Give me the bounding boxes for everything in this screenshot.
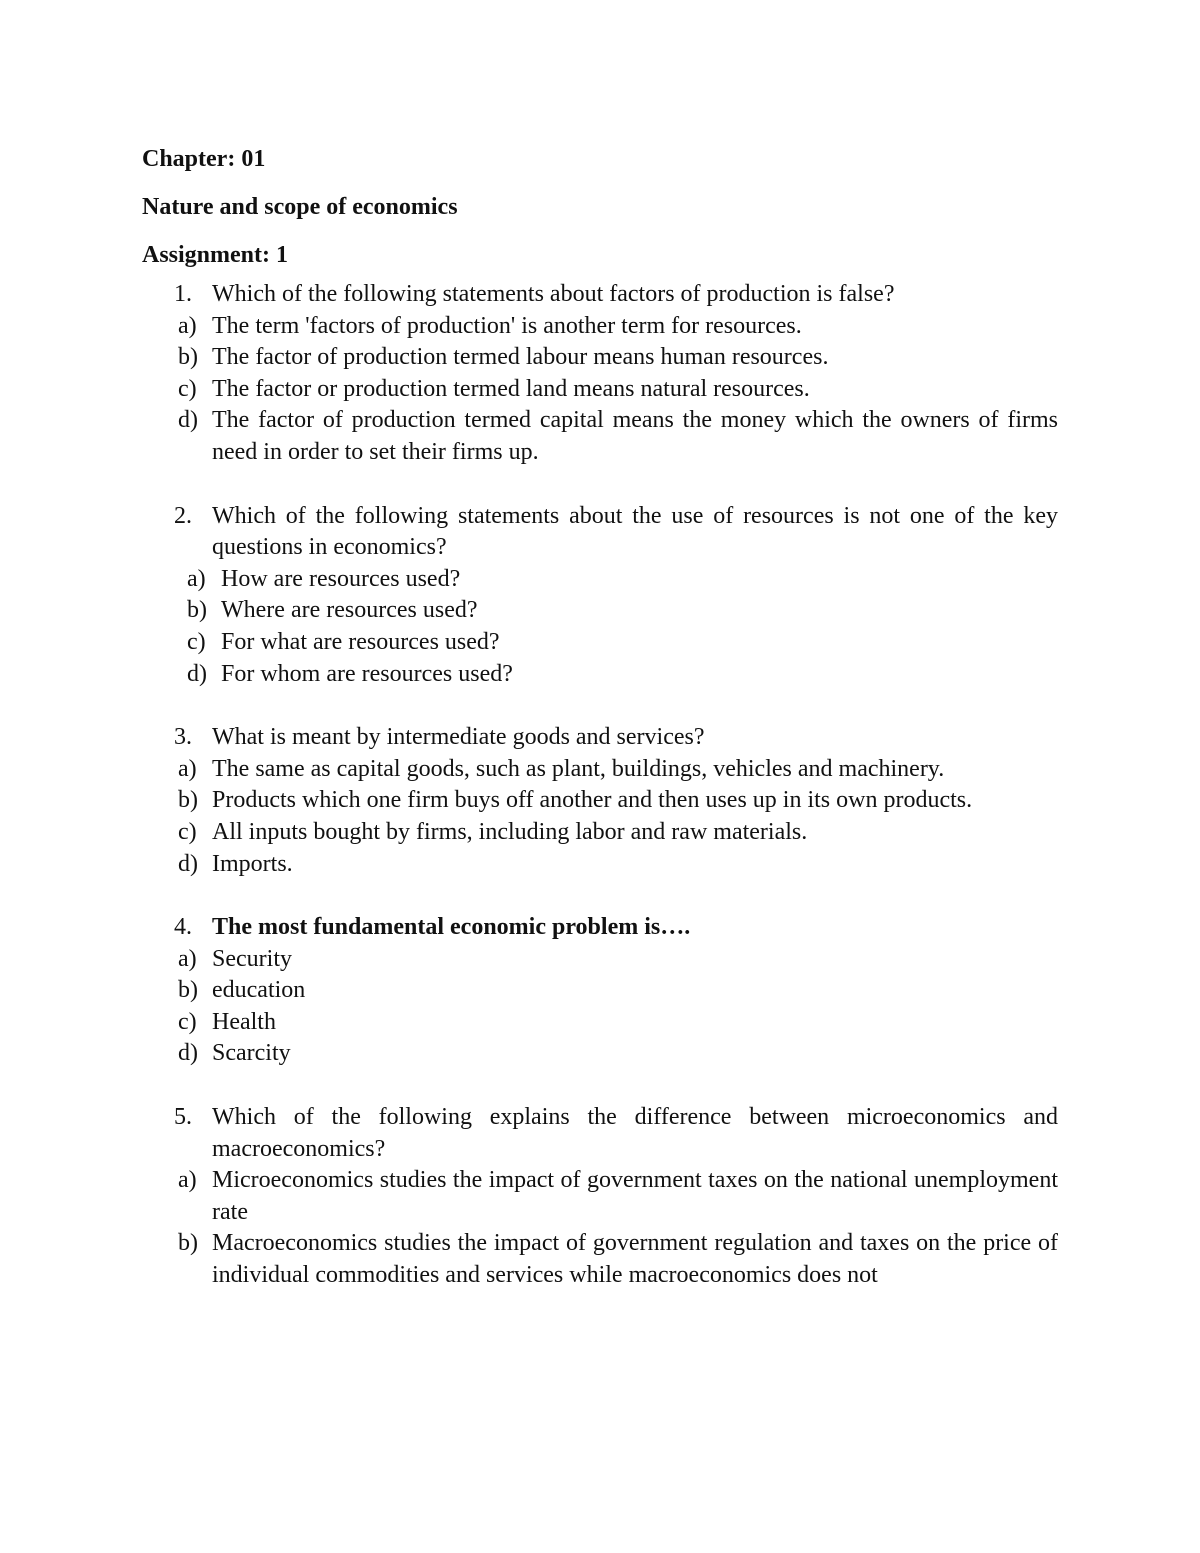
option-a xyxy=(178,754,1058,786)
question-number: 3. xyxy=(174,724,192,751)
option-text: Imports. xyxy=(212,850,293,877)
topic-heading: Nature and scope of economics xyxy=(142,194,458,220)
option-letter: d) xyxy=(187,660,207,687)
option-list xyxy=(178,311,1058,469)
spacer xyxy=(142,880,1058,912)
option-letter: d) xyxy=(178,1040,198,1067)
option-text: Microeconomics studies the impact of government taxes on the national unemployment rate xyxy=(212,1167,1058,1225)
option-a xyxy=(178,1165,1058,1228)
option-text: The factor or production termed land means natural resources. xyxy=(212,375,810,402)
spacer xyxy=(142,1070,1058,1102)
option-d xyxy=(178,1038,1058,1070)
question-text: The most fundamental economic problem is…. xyxy=(212,914,691,941)
option-d xyxy=(187,659,1058,691)
question-2 xyxy=(142,501,1058,691)
option-b xyxy=(178,975,1058,1007)
spacer xyxy=(142,469,1058,501)
option-letter: a) xyxy=(178,1167,197,1194)
option-text: Scarcity xyxy=(212,1040,291,1067)
option-list xyxy=(178,944,1058,1070)
option-letter: c) xyxy=(178,818,197,845)
assignment-heading: Assignment: 1 xyxy=(142,242,289,268)
option-a xyxy=(187,564,1058,596)
option-letter: b) xyxy=(178,787,198,814)
option-letter: c) xyxy=(187,628,206,655)
option-b xyxy=(178,1228,1058,1291)
question-text: Which of the following explains the difference between microeconomics and macroeconomics? xyxy=(212,1104,1058,1162)
option-list xyxy=(178,754,1058,880)
option-text: Products which one firm buys off another and then uses up in its own products. xyxy=(212,787,973,814)
question-4 xyxy=(142,912,1058,1070)
option-c xyxy=(178,374,1058,406)
option-c xyxy=(178,1007,1058,1039)
option-list xyxy=(187,564,1058,690)
question-number: 4. xyxy=(174,914,192,941)
option-d xyxy=(178,405,1058,468)
option-letter: b) xyxy=(178,1230,198,1257)
option-c xyxy=(187,627,1058,659)
question-text: Which of the following statements about factors of production is false? xyxy=(212,281,895,307)
option-text: The same as capital goods, such as plant, buildings, vehicles and machinery. xyxy=(212,755,945,782)
question-5 xyxy=(142,1102,1058,1292)
option-letter: b) xyxy=(187,597,207,624)
option-letter: a) xyxy=(178,755,197,782)
option-letter: a) xyxy=(178,312,197,339)
option-b xyxy=(178,342,1058,374)
option-letter: d) xyxy=(178,407,198,434)
option-text: How are resources used? xyxy=(221,565,461,592)
spacer xyxy=(142,690,1058,722)
option-letter: b) xyxy=(178,977,198,1004)
option-d xyxy=(178,849,1058,881)
question-number: 2. xyxy=(174,502,192,529)
option-letter: c) xyxy=(178,1008,197,1035)
option-text: education xyxy=(212,977,306,1004)
question-3 xyxy=(142,722,1058,880)
option-letter: b) xyxy=(178,344,198,371)
option-a xyxy=(178,311,1058,343)
question-number: 1. xyxy=(174,281,192,307)
option-text: Security xyxy=(212,945,292,972)
option-letter: a) xyxy=(178,945,197,972)
option-letter: c) xyxy=(178,375,197,402)
option-text: The factor of production termed labour means human resources. xyxy=(212,344,829,371)
option-text: For whom are resources used? xyxy=(221,660,513,687)
option-text: For what are resources used? xyxy=(221,628,500,655)
document-content xyxy=(142,143,1058,1292)
question-text: What is meant by intermediate goods and services? xyxy=(212,724,705,751)
option-text: All inputs bought by firms, including labor and raw materials. xyxy=(212,818,808,845)
question-1 xyxy=(142,279,1058,469)
question-text: Which of the following statements about the use of resources is not one of the key questions in economics? xyxy=(212,502,1058,561)
option-c xyxy=(178,817,1058,849)
option-a xyxy=(178,944,1058,976)
option-list xyxy=(178,1165,1058,1291)
option-letter: a) xyxy=(187,565,206,592)
option-text: Where are resources used? xyxy=(221,597,478,624)
option-text: The term 'factors of production' is another term for resources. xyxy=(212,312,802,339)
option-text: Macroeconomics studies the impact of government regulation and taxes on the price of individual commodities and services while macroeconomics does not xyxy=(212,1230,1058,1289)
option-text: Health xyxy=(212,1008,276,1035)
option-letter: d) xyxy=(178,850,198,877)
option-b xyxy=(178,785,1058,817)
option-b xyxy=(187,595,1058,627)
question-number: 5. xyxy=(174,1104,192,1131)
chapter-heading: Chapter: 01 xyxy=(142,146,266,172)
option-text: The factor of production termed capital means the money which the owners of firms need in order to set their firms up. xyxy=(212,407,1058,465)
